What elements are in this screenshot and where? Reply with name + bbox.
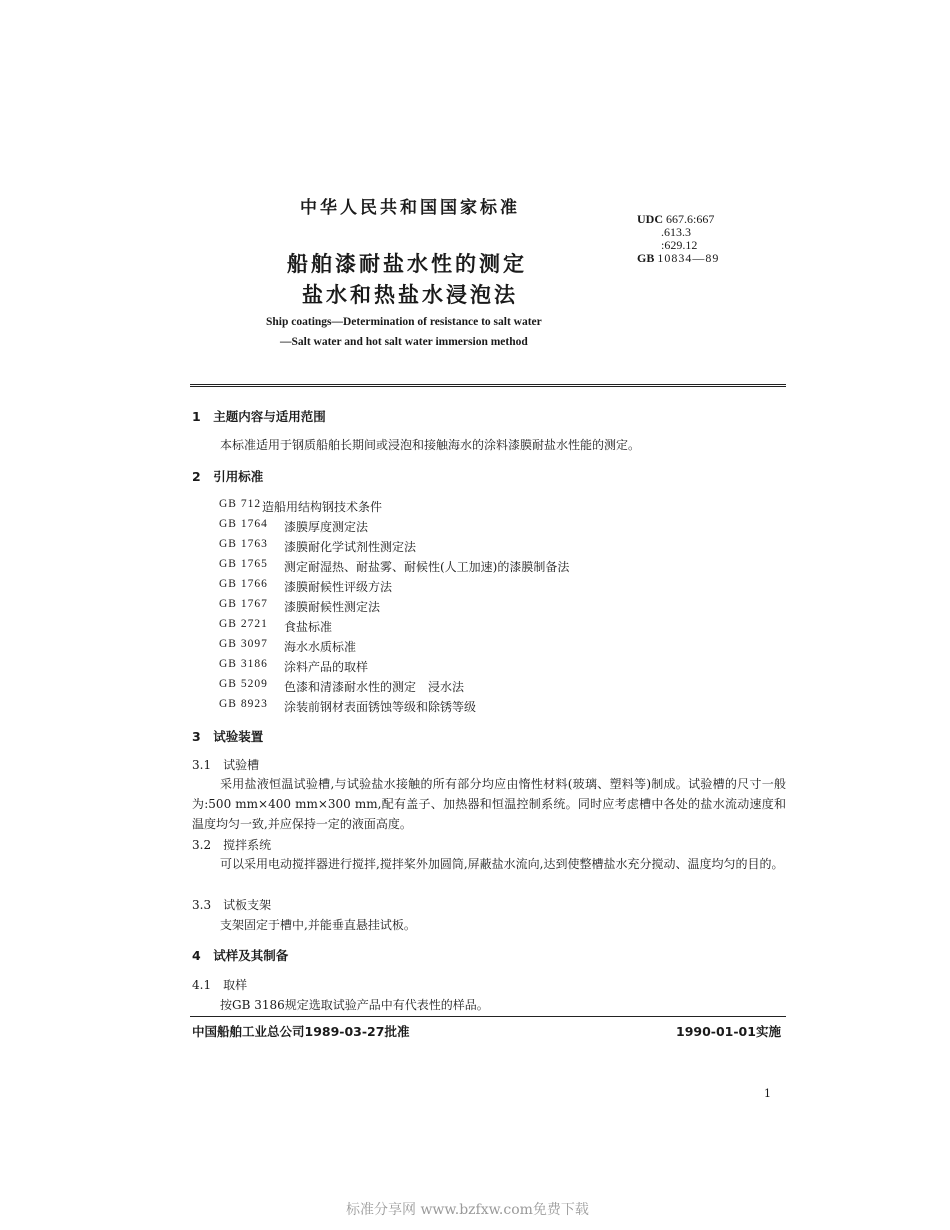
document-title-cn: 船舶漆耐盐水性的测定 bbox=[287, 251, 527, 276]
udc-line2: .613.3 bbox=[661, 225, 691, 239]
footer-divider bbox=[190, 1016, 786, 1017]
section-1-heading: 1 主题内容与适用范围 bbox=[192, 409, 326, 424]
reference-title: 涂料产品的取样 bbox=[284, 660, 369, 674]
approval-date: 中国船舶工业总公司1989-03-27批准 bbox=[192, 1024, 410, 1039]
reference-code: GB 2721 bbox=[219, 618, 268, 630]
section-3-3-heading: 3.3 试板支架 bbox=[192, 898, 272, 912]
reference-code: GB 5209 bbox=[219, 678, 268, 690]
udc-line1: 667.6:667 bbox=[666, 212, 715, 226]
reference-title: 造船用结构钢技术条件 bbox=[262, 500, 383, 514]
reference-title: 漆膜耐化学试剂性测定法 bbox=[284, 540, 417, 554]
udc-classification bbox=[637, 213, 719, 265]
watermark-text: 标准分享网 www.bzfxw.com免费下载 bbox=[346, 1202, 589, 1218]
effective-date: 1990-01-01实施 bbox=[676, 1024, 781, 1039]
section-3-2-heading: 3.2 搅拌系统 bbox=[192, 838, 272, 852]
section-4-heading: 4 试样及其制备 bbox=[192, 948, 289, 963]
reference-title: 色漆和清漆耐水性的测定 浸水法 bbox=[284, 680, 465, 694]
section-4-1-heading: 4.1 取样 bbox=[192, 978, 248, 992]
reference-title: 海水水质标准 bbox=[284, 640, 357, 654]
reference-code: GB 712 bbox=[219, 498, 262, 510]
section-3-heading: 3 试验装置 bbox=[192, 729, 264, 744]
section-3-1-text: 采用盐液恒温试验槽,与试验盐水接触的所有部分均应由惰性材料(玻璃、塑料等)制成。试验槽的尺寸一般为:500 mm×400 mm×300 mm,配有盖子、加热器和恒温控制系统。同时应考虑槽中各处的盐水流动速度和温度均匀一致,并应保持一定的液面高度。 bbox=[192, 777, 786, 831]
header-divider bbox=[190, 384, 786, 387]
section-4-1-text: 按GB 3186规定选取试验产品中有代表性的样品。 bbox=[220, 998, 489, 1012]
document-subtitle-en: —Salt water and hot salt water immersion method bbox=[280, 336, 528, 348]
reference-code: GB 1765 bbox=[219, 558, 268, 570]
reference-title: 测定耐湿热、耐盐雾、耐候性(人工加速)的漆膜制备法 bbox=[284, 560, 570, 574]
reference-code: GB 1767 bbox=[219, 598, 268, 610]
gb-label: GB bbox=[637, 251, 655, 265]
reference-code: GB 1764 bbox=[219, 518, 268, 530]
section-3-3-text: 支架固定于槽中,并能垂直悬挂试板。 bbox=[220, 918, 416, 932]
document-subtitle-cn: 盐水和热盐水浸泡法 bbox=[302, 282, 518, 307]
section-2-heading: 2 引用标准 bbox=[192, 469, 264, 484]
reference-title: 漆膜厚度测定法 bbox=[284, 520, 369, 534]
reference-code: GB 1763 bbox=[219, 538, 268, 550]
national-standard-heading: 中华人民共和国国家标准 bbox=[300, 198, 520, 218]
reference-title: 涂装前钢材表面锈蚀等级和除锈等级 bbox=[284, 700, 477, 714]
reference-title: 食盐标准 bbox=[284, 620, 333, 634]
reference-code: GB 3186 bbox=[219, 658, 268, 670]
reference-title: 漆膜耐候性测定法 bbox=[284, 600, 381, 614]
gb-number: 10834—89 bbox=[657, 251, 720, 265]
udc-label: UDC bbox=[637, 212, 663, 226]
udc-line3: :629.12 bbox=[661, 238, 698, 252]
reference-title: 漆膜耐候性评级方法 bbox=[284, 580, 393, 594]
reference-code: GB 3097 bbox=[219, 638, 268, 650]
section-3-1-heading: 3.1 试验槽 bbox=[192, 758, 260, 772]
page-number: 1 bbox=[764, 1087, 771, 1100]
section-1-text: 本标准适用于钢质船舶长期间或浸泡和接触海水的涂料漆膜耐盐水性能的测定。 bbox=[220, 438, 641, 452]
section-3-2-text: 可以采用电动搅拌器进行搅拌,搅拌桨外加圆筒,屏蔽盐水流向,达到使整槽盐水充分搅动、温度均匀的目的。 bbox=[220, 857, 784, 871]
document-title-en: Ship coatings—Determination of resistance to salt water bbox=[266, 316, 542, 328]
reference-code: GB 8923 bbox=[219, 698, 268, 710]
reference-code: GB 1766 bbox=[219, 578, 268, 590]
